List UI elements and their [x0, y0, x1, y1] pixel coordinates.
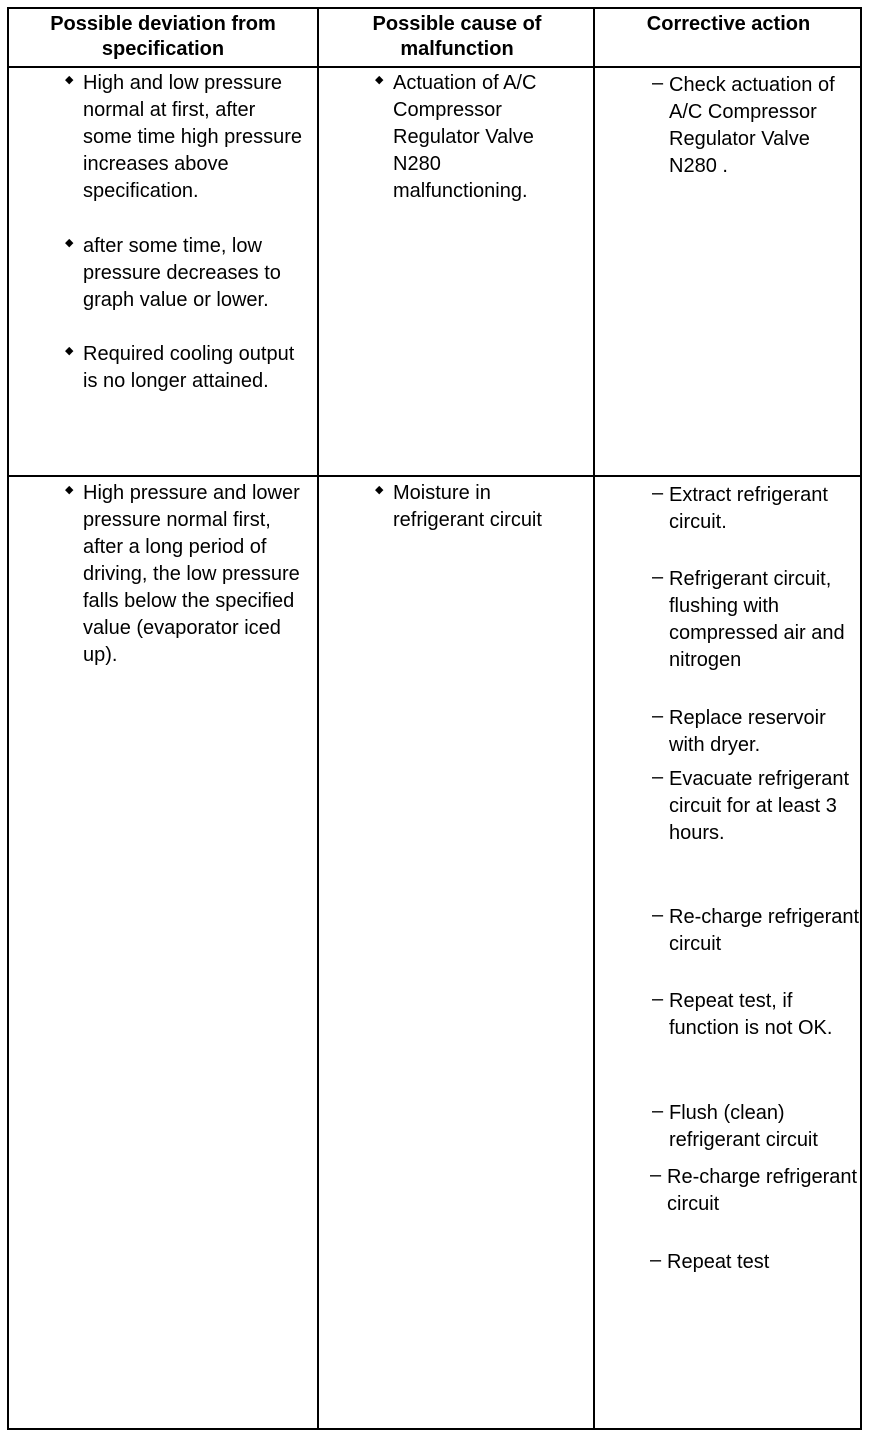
dash-bullet-icon: – [650, 1249, 662, 1271]
list-item [652, 766, 862, 847]
header-action: Corrective action [646, 13, 811, 35]
action-text: Re-charge refrigerant circuit [669, 906, 860, 955]
column-divider-1 [317, 9, 319, 1428]
list-item [652, 904, 862, 958]
list-item [65, 233, 305, 314]
deviation-text: Required cooling output is no longer attained. [83, 343, 295, 392]
dash-bullet-icon: – [650, 1164, 662, 1186]
column-divider-2 [593, 9, 595, 1428]
list-item [652, 705, 862, 759]
list-item [65, 341, 305, 395]
list-item [652, 566, 862, 674]
diamond-bullet-icon: ◆ [375, 484, 384, 496]
dash-bullet-icon: – [652, 766, 664, 788]
list-item [652, 1100, 862, 1154]
list-item [652, 482, 862, 536]
list-item [652, 988, 862, 1042]
action-text: Evacuate refrigerant circuit for at least 3 hours. [669, 768, 850, 844]
dash-bullet-icon: – [652, 988, 664, 1010]
dash-bullet-icon: – [652, 705, 664, 727]
cause-text: Moisture in refrigerant circuit [393, 482, 542, 531]
dash-bullet-icon: – [652, 482, 664, 504]
list-item [650, 1249, 862, 1276]
list-item [375, 70, 575, 205]
action-text: Repeat test [667, 1251, 770, 1273]
dash-bullet-icon: – [652, 904, 664, 926]
list-item [65, 70, 305, 205]
list-item [375, 480, 587, 534]
action-text: Flush (clean) refrigerant circuit [669, 1102, 818, 1151]
diamond-bullet-icon: ◆ [375, 74, 384, 86]
row1-deviation-cell [65, 70, 305, 395]
action-text: Repeat test, if function is not OK. [669, 990, 833, 1039]
header-deviation: Possible deviation from specification [50, 13, 276, 60]
diamond-bullet-icon: ◆ [65, 74, 74, 86]
deviation-text: High pressure and lower pressure normal first, after a long period of driving, the low pressure falls below the specified value (evaporator iced up). [83, 482, 300, 666]
diagnosis-table [7, 7, 862, 1430]
diamond-bullet-icon: ◆ [65, 237, 74, 249]
list-item [650, 1164, 862, 1218]
deviation-text: after some time, low pressure decreases to graph value or lower. [83, 235, 281, 311]
diamond-bullet-icon: ◆ [65, 345, 74, 357]
cause-text: Actuation of A/C Compressor Regulator Valve N280 malfunctioning. [393, 72, 537, 202]
row2-deviation-cell [65, 480, 309, 669]
dash-bullet-icon: – [652, 566, 664, 588]
list-item [65, 480, 309, 669]
header-cause: Possible cause of malfunction [372, 13, 542, 60]
row2-action-cell [652, 9, 862, 1428]
dash-bullet-icon: – [652, 1100, 664, 1122]
action-text: Replace reservoir with dryer. [669, 707, 826, 756]
action-text: Check actuation of A/C Compressor Regulator Valve N280 . [669, 74, 835, 177]
deviation-text: High and low pressure normal at first, after some time high pressure increases above specification. [83, 72, 302, 202]
row2-cause-cell [375, 480, 587, 534]
row1-cause-cell [375, 70, 575, 205]
diamond-bullet-icon: ◆ [65, 484, 74, 496]
action-text: Extract refrigerant circuit. [669, 484, 828, 533]
action-text: Refrigerant circuit, flushing with compressed air and nitrogen [669, 568, 845, 671]
action-text: Re-charge refrigerant circuit [667, 1166, 858, 1215]
dash-bullet-icon: – [652, 72, 664, 94]
